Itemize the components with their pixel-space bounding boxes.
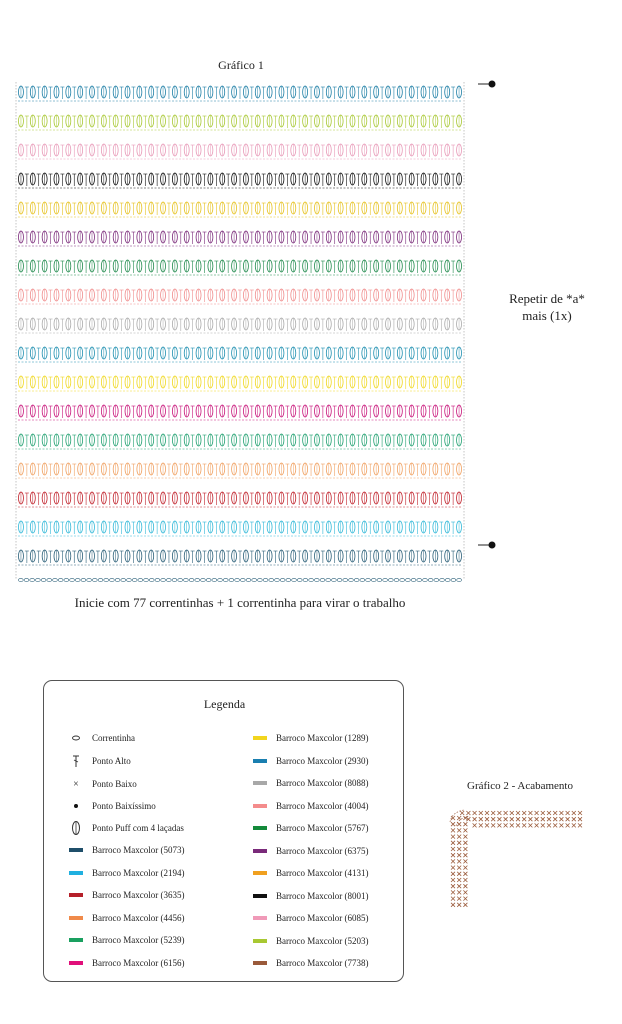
stitch-row xyxy=(18,550,462,565)
stitch-row xyxy=(18,492,462,507)
legend-label: Barroco Maxcolor (1289) xyxy=(276,733,369,743)
stitch-row xyxy=(18,289,462,304)
chart-1-stitch-grid xyxy=(14,82,466,582)
legend-label: Barroco Maxcolor (2930) xyxy=(276,755,369,766)
legend-item-color xyxy=(60,888,184,902)
color-swatch xyxy=(244,939,276,943)
legend-label: Barroco Maxcolor (6156) xyxy=(92,957,185,968)
repeat-note-line-2: mais (1x) xyxy=(522,308,572,323)
color-swatch xyxy=(244,736,276,740)
legend-item-color xyxy=(60,843,184,857)
chain-icon xyxy=(60,735,92,741)
legend-item-color xyxy=(244,866,368,880)
legend-label: Ponto Baixíssimo xyxy=(92,801,156,811)
legend-item-puff-stitch xyxy=(60,821,184,835)
stitch-row xyxy=(18,347,462,362)
color-swatch xyxy=(244,849,276,853)
legend-label: Barroco Maxcolor (5203) xyxy=(276,935,369,946)
repeat-start-marker xyxy=(478,78,498,90)
legend-label: Barroco Maxcolor (2194) xyxy=(92,867,185,878)
legend-label: Barroco Maxcolor (4131) xyxy=(276,868,369,878)
legend-label: Barroco Maxcolor (6375) xyxy=(276,845,369,856)
stitch-row xyxy=(18,260,462,275)
legend-label: Barroco Maxcolor (3635) xyxy=(92,890,185,900)
stitch-row xyxy=(18,231,462,246)
stitch-row xyxy=(18,86,462,101)
legend-item-color xyxy=(244,821,368,835)
legend-item-slip-stitch xyxy=(60,799,156,813)
legend-item-color xyxy=(244,799,368,813)
start-instruction: Inicie com 77 correntinhas + 1 correntinha para virar o trabalho xyxy=(74,595,406,610)
legend-item-color xyxy=(244,731,368,745)
legend-item-chain xyxy=(60,731,135,745)
legend-item-color xyxy=(244,889,368,903)
legend-label: Barroco Maxcolor (7738) xyxy=(276,958,369,968)
legend-item-color xyxy=(244,934,368,948)
legend-label: Barroco Maxcolor (5073) xyxy=(92,845,185,855)
legend-item-color xyxy=(244,776,368,790)
legend-title: Legenda xyxy=(203,697,246,711)
color-swatch xyxy=(60,938,92,942)
legend-label: Barroco Maxcolor (4456) xyxy=(92,912,185,923)
color-swatch xyxy=(244,894,276,898)
color-swatch xyxy=(244,759,276,763)
color-swatch xyxy=(60,961,92,965)
stitch-row xyxy=(18,144,462,159)
legend-label: Barroco Maxcolor (6085) xyxy=(276,913,369,923)
legend-item-double-crochet xyxy=(60,754,131,768)
chart-1-title: Gráfico 1 xyxy=(218,58,264,72)
legend-item-color xyxy=(60,911,184,925)
color-swatch xyxy=(244,961,276,965)
color-swatch xyxy=(60,893,92,897)
stitch-row xyxy=(18,115,462,130)
repeat-note xyxy=(472,290,622,324)
single-crochet-icon: × xyxy=(73,778,79,790)
color-swatch xyxy=(244,916,276,920)
stitch-row xyxy=(18,318,462,333)
stitch-row xyxy=(18,376,462,391)
repeat-note-line-1: Repetir de *a* xyxy=(509,291,585,306)
legend-item-color xyxy=(60,866,184,880)
color-swatch xyxy=(60,848,92,852)
stitch-row xyxy=(18,463,462,478)
color-swatch xyxy=(244,826,276,830)
legend-box xyxy=(43,680,404,982)
legend-item-color xyxy=(60,956,184,970)
puff-stitch-icon xyxy=(60,820,92,836)
legend-item-single-crochet xyxy=(60,777,137,791)
legend-label: Barroco Maxcolor (4004) xyxy=(276,800,369,811)
legend-item-color xyxy=(244,956,368,970)
legend-label: Barroco Maxcolor (8088) xyxy=(276,778,369,788)
legend-item-color xyxy=(244,754,368,768)
repeat-end-marker xyxy=(478,539,498,551)
stitch-row xyxy=(18,173,462,188)
slip-stitch-icon xyxy=(60,803,92,809)
legend-label: Barroco Maxcolor (5767) xyxy=(276,823,369,833)
color-swatch xyxy=(244,781,276,785)
legend-label: Ponto Baixo xyxy=(92,779,137,789)
foundation-chain-row xyxy=(18,578,461,581)
double-crochet-icon xyxy=(60,754,92,768)
legend-label: Correntinha xyxy=(92,733,135,743)
chart-2-finishing-grid xyxy=(448,808,588,910)
legend-label: Barroco Maxcolor (8001) xyxy=(276,890,369,901)
legend-label: Ponto Puff com 4 laçadas xyxy=(92,823,184,833)
color-swatch xyxy=(60,916,92,920)
legend-item-color xyxy=(244,911,368,925)
color-swatch xyxy=(244,871,276,875)
stitch-row xyxy=(18,202,462,217)
legend-item-color xyxy=(244,844,368,858)
stitch-row xyxy=(18,521,462,536)
chart-2-title: Gráfico 2 - Acabamento xyxy=(467,780,573,792)
finishing-stitches xyxy=(450,810,582,907)
stitch-row xyxy=(18,434,462,449)
legend-item-color xyxy=(60,933,184,947)
legend-label: Ponto Alto xyxy=(92,756,131,766)
stitch-row xyxy=(18,405,462,420)
legend-label: Barroco Maxcolor (5239) xyxy=(92,935,185,945)
color-swatch xyxy=(60,871,92,875)
color-swatch xyxy=(244,804,276,808)
